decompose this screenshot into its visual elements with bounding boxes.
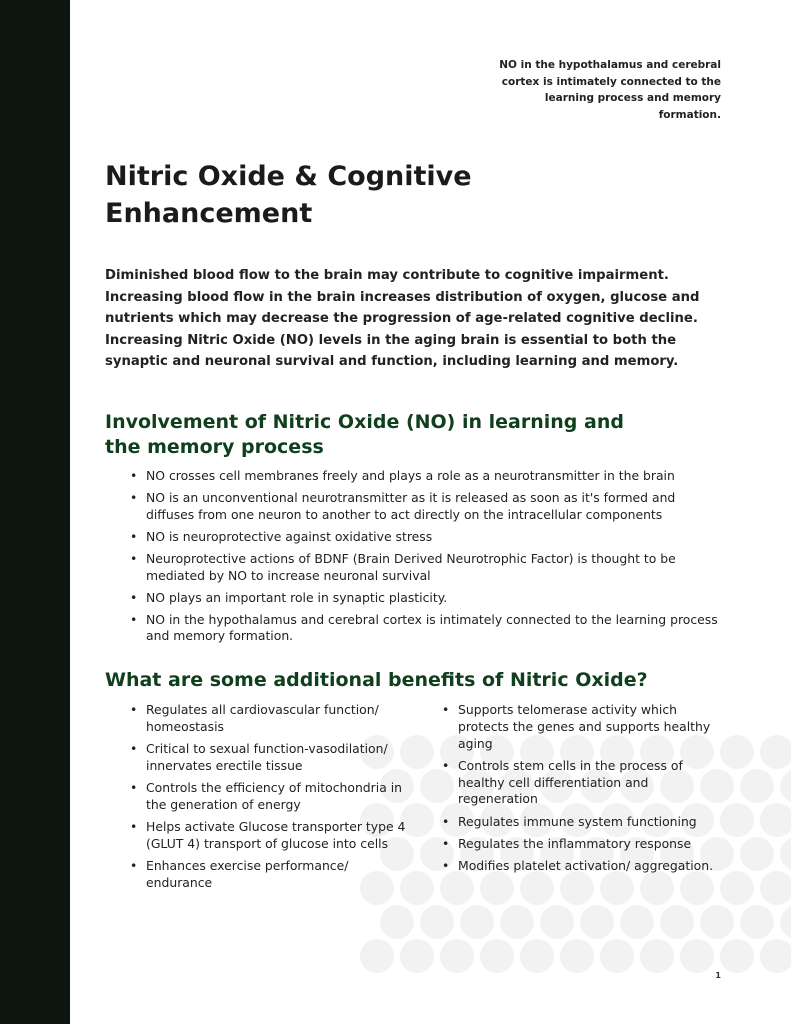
decorative-dot	[520, 939, 554, 973]
decorative-dot	[700, 905, 734, 939]
decorative-dot	[380, 905, 414, 939]
decorative-dot	[440, 939, 474, 973]
decorative-dot	[740, 837, 774, 871]
decorative-dot	[560, 939, 594, 973]
list-item: • Enhances exercise performance/ endurance	[128, 858, 418, 892]
decorative-dot	[480, 939, 514, 973]
decorative-dot	[620, 905, 654, 939]
section2-heading: What are some additional benefits of Nitric Oxide?	[105, 669, 648, 691]
section1-list	[128, 468, 718, 650]
list-item: • Critical to sexual function-vasodilation/ innervates erectile tissue	[128, 741, 418, 775]
decorative-dot	[740, 769, 774, 803]
decorative-dot	[660, 905, 694, 939]
list-item: • Controls stem cells in the process of healthy cell differentiation and regeneration	[440, 758, 730, 808]
decorative-dot	[720, 939, 754, 973]
list-item: • NO in the hypothalamus and cerebral cortex is intimately connected to the learning process and memory formation.	[128, 612, 718, 646]
decorative-dot	[600, 939, 634, 973]
decorative-dot	[760, 735, 791, 769]
decorative-dot	[500, 905, 534, 939]
list-item: • NO is an unconventional neurotransmitter as it is released as soon as it's formed and diffuses from one neuron to another to act directly on the intracellular components	[128, 490, 718, 524]
left-sidebar-band	[0, 0, 70, 1024]
list-item: • NO is neuroprotective against oxidative stress	[128, 529, 718, 546]
decorative-dot	[760, 939, 791, 973]
list-item: • Modifies platelet activation/ aggregation.	[440, 858, 730, 875]
intro-paragraph: Diminished blood flow to the brain may contribute to cognitive impairment. Increasing blood flow in the brain increases distribution of oxygen, glucose and nutrients which may decrease the progression of age-related cognitive decline. Increasing Nitric Oxide (NO) levels in the aging brain is essential to both the synaptic and neuronal survival and function, including learning and memory.	[105, 268, 700, 369]
decorative-dot	[780, 837, 791, 871]
decorative-dot	[460, 905, 494, 939]
pull-quote: NO in the hypothalamus and cerebral cortex is intimately connected to the learning process and memory formation.	[499, 59, 721, 121]
page-title	[105, 158, 472, 232]
list-item: • NO crosses cell membranes freely and plays a role as a neurotransmitter in the brain	[128, 468, 718, 485]
section1-heading: Involvement of Nitric Oxide (NO) in learning and the memory process	[105, 411, 624, 458]
list-item: • Neuroprotective actions of BDNF (Brain Derived Neurotrophic Factor) is thought to be mediated by NO to increase neuronal survival	[128, 551, 718, 585]
decorative-dot	[400, 939, 434, 973]
decorative-dot	[760, 871, 791, 905]
decorative-dot	[760, 803, 791, 837]
benefits-left-list	[128, 702, 418, 897]
list-item: • Helps activate Glucose transporter type 4 (GLUT 4) transport of glucose into cells	[128, 819, 418, 853]
decorative-dot	[780, 905, 791, 939]
decorative-dot	[360, 939, 394, 973]
decorative-dot	[740, 905, 774, 939]
page-number: 1	[715, 971, 721, 980]
list-item: • Regulates all cardiovascular function/ homeostasis	[128, 702, 418, 736]
page-title-line-2: Enhancement	[105, 198, 313, 229]
list-item: • Supports telomerase activity which protects the genes and supports healthy aging	[440, 702, 730, 752]
decorative-dot	[640, 939, 674, 973]
decorative-dot	[680, 939, 714, 973]
decorative-dot	[540, 905, 574, 939]
decorative-dot	[420, 905, 454, 939]
page-title-line-1: Nitric Oxide & Cognitive	[105, 161, 472, 192]
decorative-dot	[580, 905, 614, 939]
list-item: • Regulates immune system functioning	[440, 814, 730, 831]
list-item: • Controls the efficiency of mitochondria in the generation of energy	[128, 780, 418, 814]
benefits-right-list	[440, 702, 730, 881]
list-item: • Regulates the inflammatory response	[440, 836, 730, 853]
decorative-dot	[780, 769, 791, 803]
list-item: • NO plays an important role in synaptic plasticity.	[128, 590, 718, 607]
